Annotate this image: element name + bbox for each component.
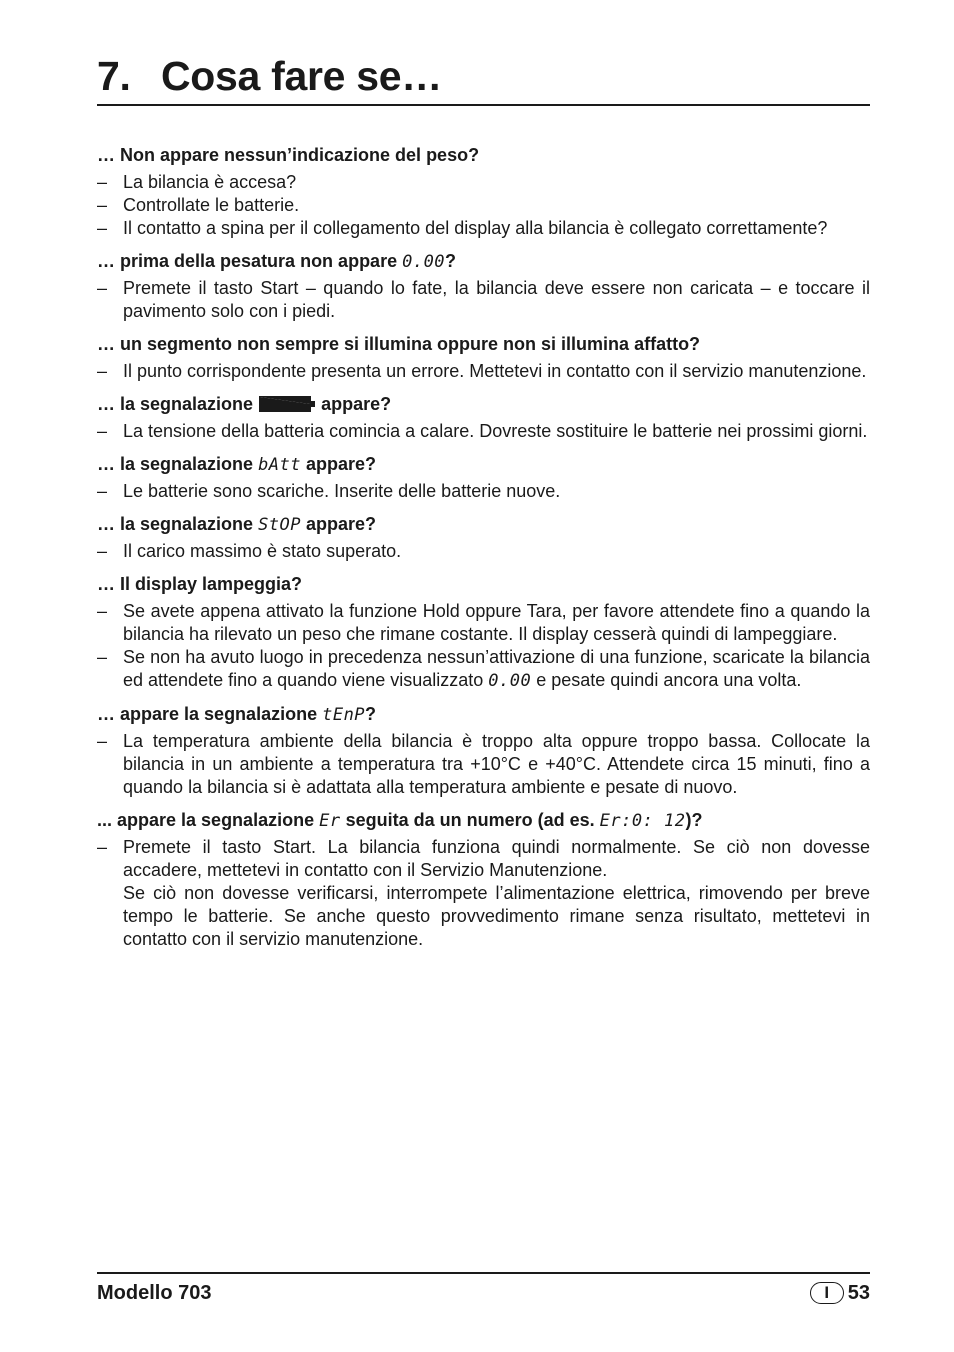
question-text: ... appare la segnalazione — [97, 810, 320, 830]
list-dash: – — [97, 195, 108, 215]
question-text: ? — [445, 251, 457, 271]
faq-question — [97, 513, 870, 536]
faq-answer — [97, 420, 870, 443]
lcd-readout: Er — [319, 811, 341, 831]
page-number: 53 — [847, 1282, 870, 1304]
footer-model: Modello 703 — [97, 1282, 212, 1304]
list-dash: – — [97, 481, 108, 501]
section-title: Cosa fare se… — [161, 53, 442, 99]
lcd-readout: tEnP — [322, 705, 366, 725]
lcd-readout: 0.00 — [402, 252, 446, 272]
list-dash: – — [97, 361, 108, 381]
list-dash: – — [97, 837, 108, 857]
header-rule — [97, 104, 870, 106]
faq-answer-text: Se ciò non dovesse verificarsi, interrompete l’alimentazione elettrica, rimovendo per breve tempo le batterie. Se anche questo provvedimento rimane senza risultato, mettetevi in contatto con il servizio manutenzione. — [123, 883, 870, 949]
list-dash: – — [97, 218, 108, 238]
faq-question: … Non appare nessun’indicazione del peso? — [97, 145, 480, 165]
question-text: appare? — [321, 394, 392, 414]
lcd-readout: 0.00 — [488, 671, 532, 691]
faq-answer-text: La temperatura ambiente della bilancia è troppo alta oppure troppo bassa. Collocate la bilancia in un ambiente a temperatura tra +10°C e +40°C. Attendete circa 15 minuti, fino a quando la bilancia si è adattata alla temperatura ambiente e pesate di nuovo. — [123, 731, 870, 797]
page-title — [97, 52, 442, 100]
faq-answer-text: Premete il tasto Start – quando lo fate, la bilancia deve essere non caricata – e toccare il pavimento solo con i piedi. — [123, 278, 870, 321]
faq-answer — [97, 171, 870, 194]
faq-answer-text: Il punto corrispondente presenta un errore. Mettetevi in contatto con il servizio manutenzione. — [123, 361, 867, 381]
faq-question — [97, 393, 870, 416]
list-dash: – — [97, 541, 108, 561]
faq-answer — [97, 277, 870, 323]
faq-answer — [97, 730, 870, 799]
footer-page — [810, 1281, 870, 1305]
faq-question: … un segmento non sempre si illumina oppure non si illumina affatto? — [97, 334, 701, 354]
answer-text-part: Se non ha avuto luogo in precedenza nessun’attivazione di una funzione, scaricate la bilancia ed attendete fino a quando viene visualizzato — [123, 647, 870, 690]
faq-answer — [97, 646, 870, 693]
question-text: … appare la segnalazione — [97, 704, 323, 724]
list-dash: – — [97, 172, 108, 192]
lcd-readout: Er:0: 12 — [599, 811, 686, 831]
list-dash: – — [97, 647, 108, 667]
question-text: appare? — [301, 514, 377, 534]
lcd-readout: bAtt — [258, 455, 302, 475]
question-text: … la segnalazione — [97, 514, 259, 534]
faq-answer — [97, 600, 870, 646]
faq-answer-text: La bilancia è accesa? — [123, 172, 297, 192]
faq-answer — [97, 836, 870, 951]
question-text: appare? — [301, 454, 377, 474]
lcd-readout: StOP — [258, 515, 302, 535]
question-text: ? — [365, 704, 377, 724]
faq-answer — [97, 540, 870, 563]
faq-question — [97, 453, 870, 476]
question-text: … prima della pesatura non appare — [97, 251, 403, 271]
faq-answer — [97, 480, 870, 503]
faq-answer-text: Premete il tasto Start. La bilancia funziona quindi normalmente. Se ciò non dovesse accadere, mettetevi in contatto con il Servizio Manutenzione. — [123, 837, 870, 880]
answer-text-part: e pesate quindi ancora una volta. — [531, 670, 802, 690]
faq-content — [97, 144, 870, 951]
faq-answer-text: Se avete appena attivato la funzione Hold oppure Tara, per favore attendete fino a quando la bilancia ha rilevato un peso che rimane costante. Il display cesserà quindi di lampeggiare. — [123, 601, 870, 644]
question-text: seguita da un numero (ad es. — [340, 810, 600, 830]
list-dash: – — [97, 278, 108, 298]
battery-low-icon — [259, 396, 315, 412]
faq-answer-text — [123, 646, 870, 693]
language-badge: I — [810, 1282, 844, 1304]
faq-answer — [97, 217, 870, 240]
section-number: 7. — [97, 53, 131, 99]
faq-answer-text: La tensione della batteria comincia a calare. Dovreste sostituire le batterie nei prossimi giorni. — [123, 421, 868, 441]
question-text: )? — [685, 810, 703, 830]
question-text: … la segnalazione — [97, 454, 259, 474]
faq-question — [97, 809, 870, 832]
question-text: … la segnalazione — [97, 394, 254, 414]
faq-answer — [97, 194, 870, 217]
list-dash: – — [97, 601, 108, 621]
faq-answer-text: Il carico massimo è stato superato. — [123, 541, 402, 561]
faq-question: … Il display lampeggia? — [97, 574, 303, 594]
list-dash: – — [97, 731, 108, 751]
faq-answer — [97, 360, 870, 383]
list-dash: – — [97, 421, 108, 441]
faq-answer-text: Il contatto a spina per il collegamento del display alla bilancia è collegato correttamente? — [123, 218, 828, 238]
faq-answer-text: Controllate le batterie. — [123, 195, 300, 215]
faq-question — [97, 703, 870, 726]
footer-rule — [97, 1272, 870, 1274]
faq-answer-text: Le batterie sono scariche. Inserite delle batterie nuove. — [123, 481, 561, 501]
faq-question — [97, 250, 870, 273]
